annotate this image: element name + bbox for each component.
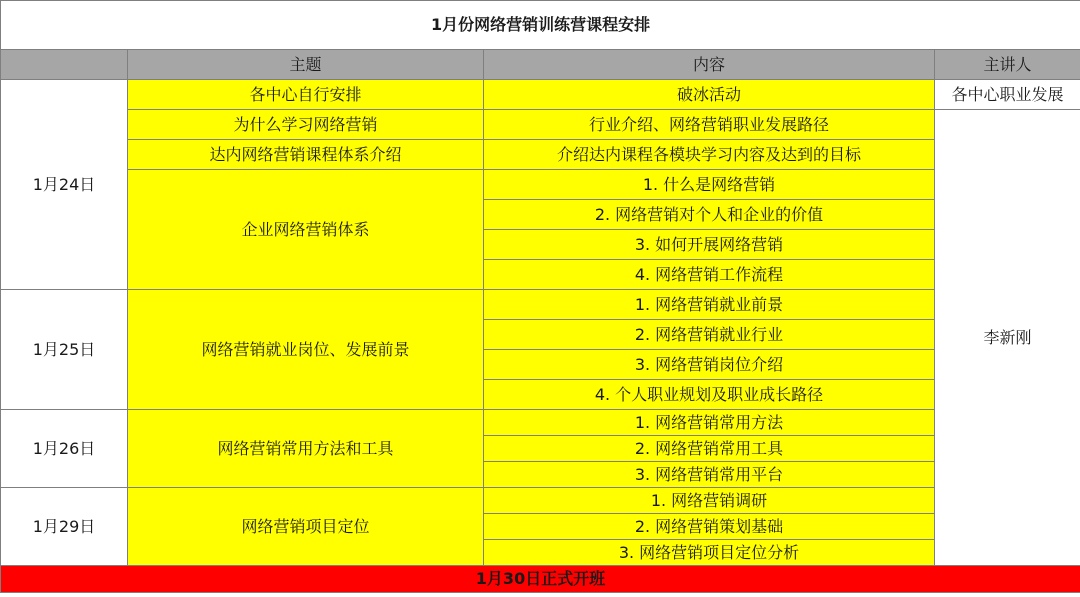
speaker-cell: 李新刚 — [935, 110, 1080, 566]
table-row — [1, 170, 1080, 200]
topic-cell: 企业网络营销体系 — [128, 170, 484, 290]
content-cell: 行业介绍、网络营销职业发展路径 — [484, 110, 935, 140]
content-cell: 2. 网络营销常用工具 — [484, 436, 935, 462]
topic-cell: 为什么学习网络营销 — [128, 110, 484, 140]
topic-cell: 达内网络营销课程体系介绍 — [128, 140, 484, 170]
topic-cell: 网络营销就业岗位、发展前景 — [128, 290, 484, 410]
header-content: 内容 — [484, 50, 935, 80]
content-cell: 破冰活动 — [484, 80, 935, 110]
header-row — [1, 50, 1080, 80]
table-row — [1, 488, 1080, 514]
content-cell: 1. 网络营销调研 — [484, 488, 935, 514]
content-cell: 4. 网络营销工作流程 — [484, 260, 935, 290]
start-banner: 1月30日正式开班 — [1, 566, 1080, 593]
table-row — [1, 110, 1080, 140]
date-cell: 1月26日 — [1, 410, 128, 488]
content-cell: 3. 网络营销岗位介绍 — [484, 350, 935, 380]
topic-cell: 各中心自行安排 — [128, 80, 484, 110]
content-cell: 2. 网络营销策划基础 — [484, 514, 935, 540]
date-cell: 1月25日 — [1, 290, 128, 410]
table-row — [1, 80, 1080, 110]
content-cell: 2. 网络营销对个人和企业的价值 — [484, 200, 935, 230]
content-cell: 介绍达内课程各模块学习内容及达到的目标 — [484, 140, 935, 170]
header-speaker: 主讲人 — [935, 50, 1080, 80]
table-row — [1, 410, 1080, 436]
content-cell: 3. 网络营销常用平台 — [484, 462, 935, 488]
header-date — [1, 50, 128, 80]
topic-cell: 网络营销常用方法和工具 — [128, 410, 484, 488]
speaker-cell: 各中心职业发展 — [935, 80, 1080, 110]
content-cell: 3. 网络营销项目定位分析 — [484, 540, 935, 566]
content-cell: 1. 网络营销就业前景 — [484, 290, 935, 320]
date-cell: 1月24日 — [1, 80, 128, 290]
table-row — [1, 290, 1080, 320]
content-cell: 3. 如何开展网络营销 — [484, 230, 935, 260]
header-topic: 主题 — [128, 50, 484, 80]
topic-cell: 网络营销项目定位 — [128, 488, 484, 566]
content-cell: 4. 个人职业规划及职业成长路径 — [484, 380, 935, 410]
content-cell: 1. 什么是网络营销 — [484, 170, 935, 200]
schedule-title: 1月份网络营销训练营课程安排 — [1, 1, 1080, 50]
content-cell: 2. 网络营销就业行业 — [484, 320, 935, 350]
content-cell: 1. 网络营销常用方法 — [484, 410, 935, 436]
table-row — [1, 140, 1080, 170]
date-cell: 1月29日 — [1, 488, 128, 566]
